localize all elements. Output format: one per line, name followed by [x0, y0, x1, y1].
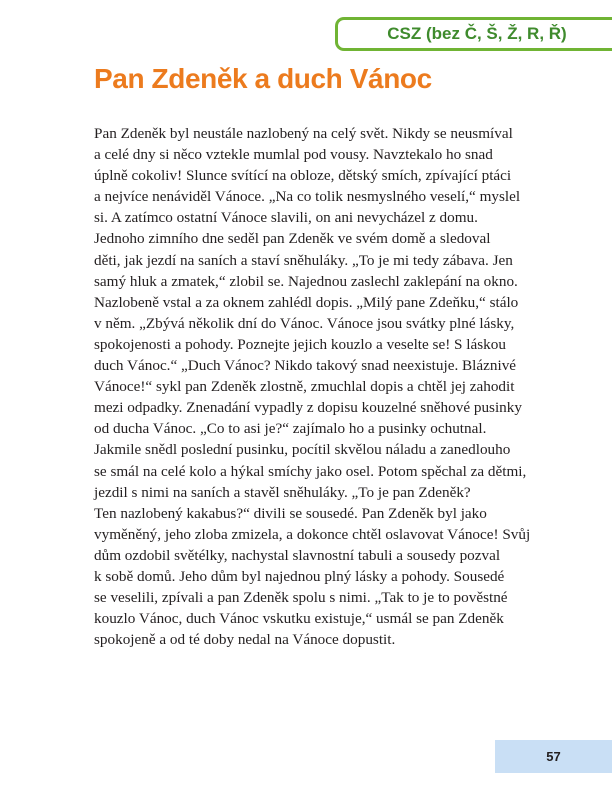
story-line: duch Vánoc.“ „Duch Vánoc? Nikdo takový snad neexistuje. Bláznivé: [94, 357, 517, 375]
story-line: v něm. „Zbývá několik dní do Vánoc. Vánoce jsou svátky plné lásky,: [94, 314, 515, 332]
section-tag: [335, 17, 612, 51]
story-line: se smál na celé kolo a hýkal smíchy jako osel. Potom spěchal za dětmi,: [94, 462, 527, 480]
story-line: spokojenosti a pohody. Poznejte jejich kouzlo a veselte se! S láskou: [94, 335, 506, 353]
page-number: 57: [495, 740, 612, 773]
story-line: Vánoce!“ sykl pan Zdeněk zlostně, zmuchlal dopis a chtěl jej zahodit: [94, 378, 515, 396]
story-line: úplně cokoliv! Slunce svítící na obloze, dětský smích, zpívající ptáci: [94, 167, 512, 185]
story-line: k sobě domů. Jeho dům byl najednou plný lásky a pohody. Sousedé: [94, 567, 505, 585]
story-line: Ten nazlobený kakabus?“ divili se sousedé. Pan Zdeněk byl jako: [94, 504, 487, 522]
story-line: vyměněný, jeho zloba zmizela, a dokonce chtěl oslavovat Vánoce! Svůj: [94, 525, 531, 543]
story-line: od ducha Vánoc. „Co to asi je?“ zajímalo ho a pusinky ochutnal.: [94, 420, 487, 438]
story-line: si. A zatímco ostatní Vánoce slavili, on ani nevycházel z domu.: [94, 209, 478, 227]
story-line: spokojeně a od té doby nedal na Vánoce dopustit.: [94, 631, 396, 649]
story-line: samý hluk a zmatek,“ zlobil se. Najednou zaslechl zaklepání na okno.: [94, 272, 518, 290]
story-line: kouzlo Vánoc, duch Vánoc vskutku existuje,“ usmál se pan Zdeněk: [94, 610, 504, 628]
story-line: dům ozdobil světélky, nachystal slavnostní tabuli a sousedy pozval: [94, 546, 501, 564]
story-line: a nejvíce nenáviděl Vánoce. „Na co tolik nesmyslného veselí,“ myslel: [94, 188, 521, 206]
story-text: [94, 123, 534, 650]
story-line: Pan Zdeněk byl neustále nazlobený na celý svět. Nikdy se neusmíval: [94, 125, 513, 142]
story-line: Jednoho zimního dne seděl pan Zdeněk ve svém domě a sledoval: [94, 230, 491, 248]
story-line: jezdil s nimi na saních a stavěl sněhuláky. „To je pan Zdeněk?: [94, 483, 471, 501]
story-title: Pan Zdeněk a duch Vánoc: [94, 63, 432, 94]
story-line: se veselili, zpívali a pan Zdeněk spolu s nimi. „Tak to je to pověstné: [94, 589, 508, 607]
story-line: děti, jak jezdí na saních a staví sněhuláky. „To je mi tedy zábava. Jen: [94, 251, 513, 269]
story-line: mezi odpadky. Znenadání vypadly z dopisu kouzelné sněhové pusinky: [94, 399, 522, 417]
story-line: Jakmile snědl poslední pusinku, pocítil skvělou náladu a zanedlouho: [94, 441, 511, 459]
story-line: Nazlobeně vstal a za oknem zahlédl dopis. „Milý pane Zdeňku,“ stálo: [94, 293, 519, 311]
section-tag-label: CSZ (bez Č, Š, Ž, R, Ř): [387, 24, 567, 43]
story-line: a celé dny si něco vztekle mumlal pod vousy. Navztekalo ho snad: [94, 146, 493, 164]
